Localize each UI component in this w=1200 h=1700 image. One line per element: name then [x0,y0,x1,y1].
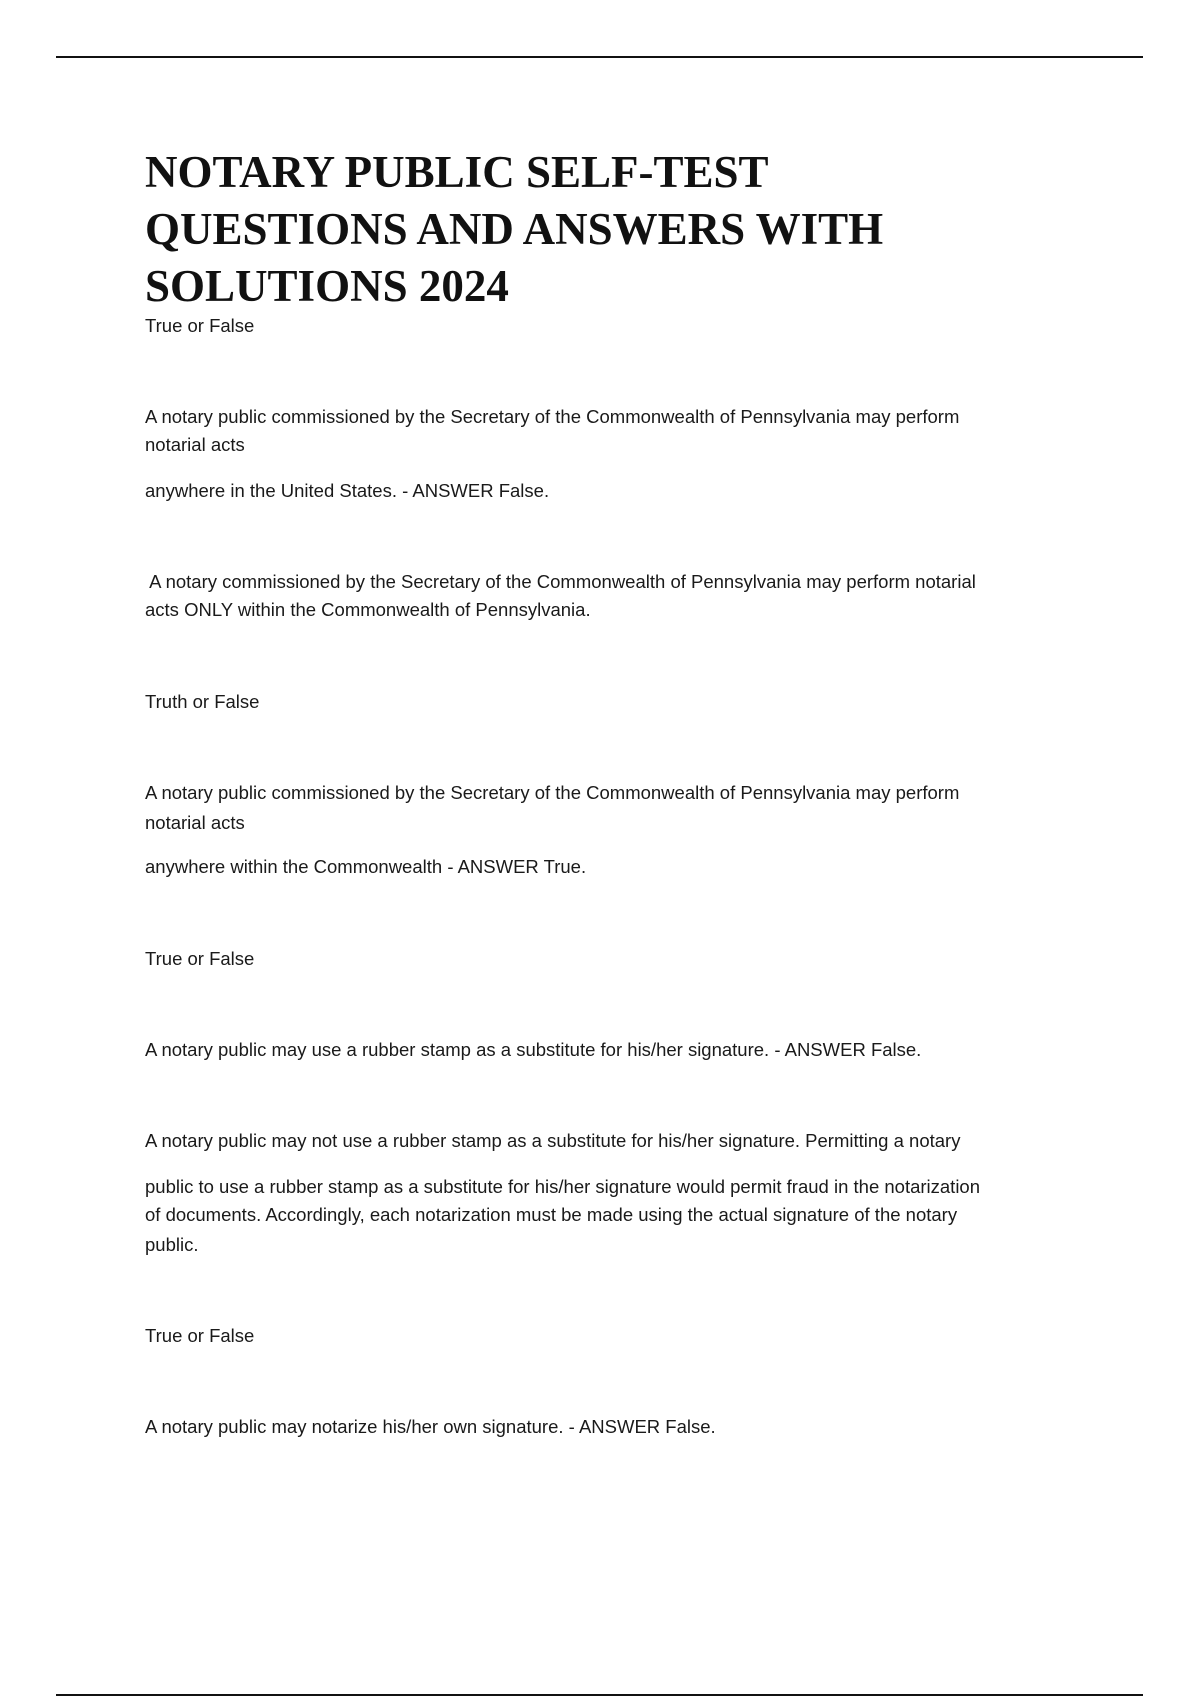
question-prompt-3: True or False [145,948,255,969]
document-title [145,144,1085,315]
question-2-line-1: A notary public commissioned by the Secretary of the Commonwealth of Pennsylvania may perform [145,782,960,803]
question-2-line-2: notarial acts [145,812,245,833]
question-prompt-4: True or False [145,1325,255,1346]
explanation-1-line-1: A notary commissioned by the Secretary of the Commonwealth of Pennsylvania may perform notarial [145,571,976,592]
bottom-rule [56,1694,1143,1696]
question-prompt-1: True or False [145,315,255,336]
explanation-3-line-3: of documents. Accordingly, each notarization must be made using the actual signature of the notary [145,1204,958,1225]
top-rule [56,56,1143,58]
explanation-1-line-2: acts ONLY within the Commonwealth of Pennsylvania. [145,599,591,620]
question-4-answer: A notary public may notarize his/her own signature. - ANSWER False. [145,1416,716,1437]
title-line: NOTARY PUBLIC SELF-TEST [145,147,769,197]
question-1-line-1: A notary public commissioned by the Secretary of the Commonwealth of Pennsylvania may perform [145,406,960,427]
question-1-answer: anywhere in the United States. - ANSWER False. [145,480,550,501]
explanation-3-line-2: public to use a rubber stamp as a substitute for his/her signature would permit fraud in the notarization [145,1176,981,1197]
question-1-line-2: notarial acts [145,434,245,455]
question-2-answer: anywhere within the Commonwealth - ANSWER True. [145,856,587,877]
question-3-answer: A notary public may use a rubber stamp as a substitute for his/her signature. - ANSWER False. [145,1039,922,1060]
explanation-3-line-1: A notary public may not use a rubber stamp as a substitute for his/her signature. Permitting a notary [145,1130,961,1151]
explanation-3-line-4: public. [145,1234,199,1255]
title-line: SOLUTIONS 2024 [145,261,509,311]
title-line: QUESTIONS AND ANSWERS WITH [145,204,884,254]
question-prompt-2: Truth or False [145,691,260,712]
